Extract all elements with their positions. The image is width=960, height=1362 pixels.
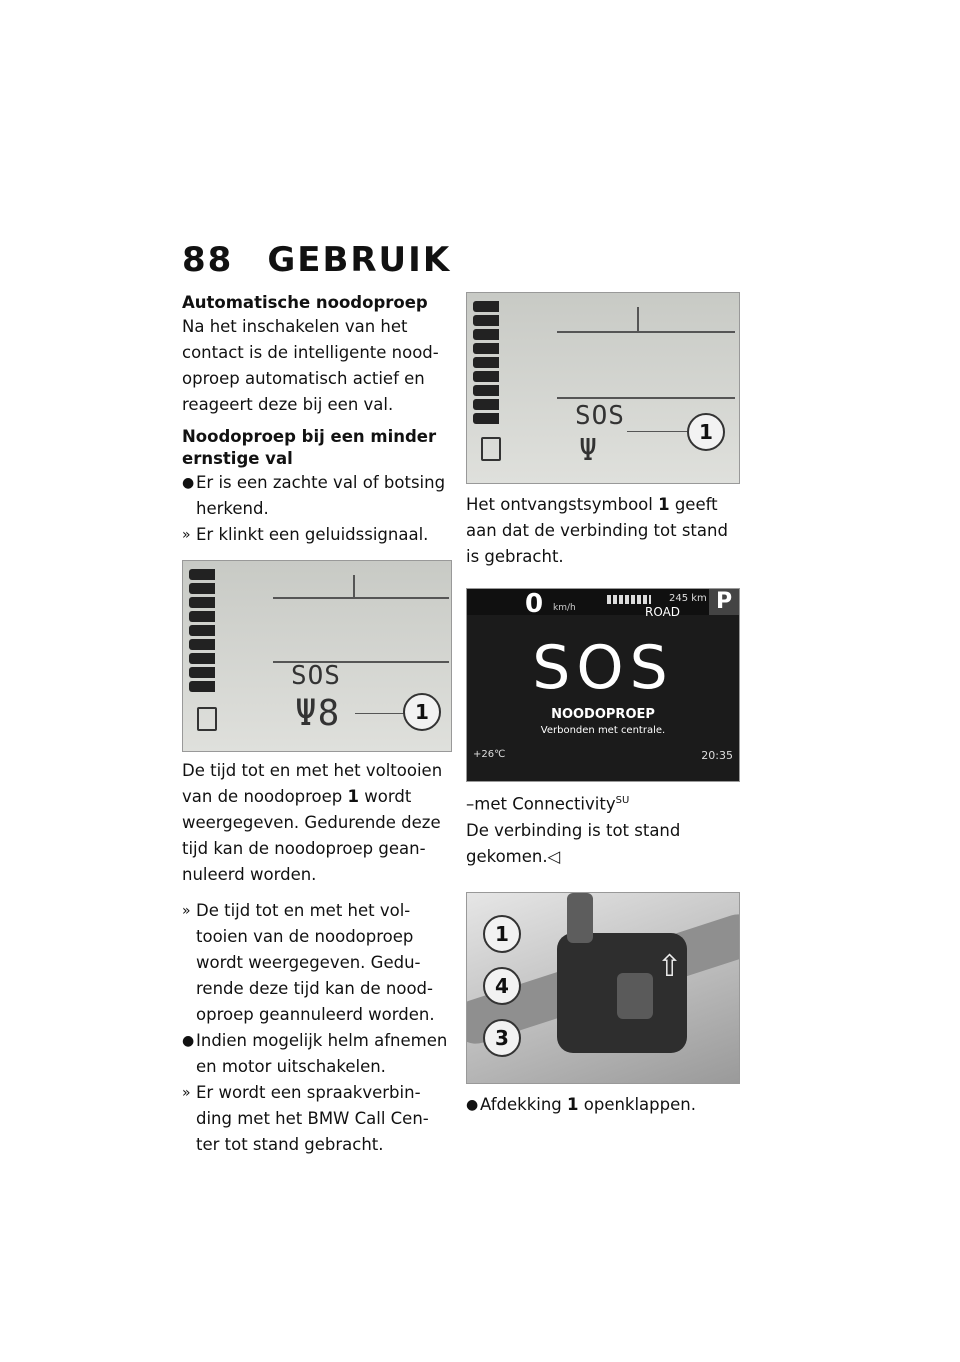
callout-3: 3 [483, 1019, 521, 1057]
bullet-item: ● Afdekking 1 openklappen. [466, 1092, 740, 1118]
right-column [466, 292, 740, 1118]
sos-button-cover [617, 973, 653, 1019]
clock: 20:35 [701, 749, 733, 762]
result-item [182, 898, 450, 1028]
tft-message: Verbonden met centrale. [540, 725, 666, 736]
bullet-icon: ● [182, 1033, 195, 1049]
tft-sos-text: SOS [532, 633, 674, 703]
fuel-bars [189, 569, 215, 695]
result-icon: » [182, 903, 191, 919]
tft-label: NOODOPROEP [551, 707, 655, 722]
speed-value: 0 [525, 589, 544, 619]
left-column [182, 292, 450, 1158]
page-number: 88 [182, 240, 234, 280]
paragraph: De verbinding is tot stand gekomen.◁ [466, 820, 681, 866]
result-text: Er klinkt een geluidssignaal. [196, 525, 429, 544]
lcd-sos-text: SOS [291, 661, 341, 691]
result-item [182, 1080, 450, 1158]
speed-unit: km/h [553, 603, 576, 613]
instrument-lcd-figure [182, 560, 452, 752]
section-title: Automatische noodoproep [182, 293, 428, 312]
bullet-text: Er is een zachte val of botsing herkend. [196, 473, 446, 518]
instrument-lcd-figure-2 [466, 292, 740, 484]
result-text: Er wordt een spraakverbin-ding met het BMW Call Cen-ter tot stand gebracht. [196, 1083, 429, 1154]
ride-mode: ROAD [645, 605, 681, 619]
lcd-line [273, 597, 449, 599]
bullet-text: Indien mogelijk helm afnemen en motor uitschakelen. [196, 1031, 448, 1076]
callout-1: 1 [403, 693, 441, 731]
bullet-icon: ● [182, 475, 195, 491]
signal-icon: Ψ8 [295, 693, 341, 734]
callout-1: 1 [687, 413, 725, 451]
lcd-line [557, 397, 735, 399]
lcd-line [557, 331, 735, 333]
temperature: +26℃ [473, 749, 506, 760]
result-text: De tijd tot en met het vol-tooien van de noodoproep wordt weergegeven. Gedu-rende deze tijd kan de nood-oproep geannuleerd worden. [196, 901, 435, 1024]
end-marker-icon: ◁ [547, 846, 561, 866]
bullet-item [182, 1028, 450, 1080]
bullet-item [182, 470, 450, 522]
result-icon: » [182, 1085, 191, 1101]
callout-1: 1 [483, 915, 521, 953]
result-item [182, 522, 450, 548]
lcd-sos-text: SOS [575, 401, 625, 431]
paragraph: Het ontvangstsymbool 1 geeft aan dat de verbinding tot stand is gebracht. [466, 495, 728, 566]
tft-display-figure [466, 588, 740, 782]
lcd-line [637, 307, 639, 333]
page-header [182, 240, 451, 280]
fuel-pump-icon [197, 707, 217, 731]
callout-line [355, 713, 405, 714]
section-title: Noodoproep bij een minder ernstige val [182, 427, 437, 468]
arrow-up-icon: ⇧ [657, 948, 683, 984]
fuel-pump-icon [481, 437, 501, 461]
chapter-title: GEBRUIK [267, 240, 452, 280]
bullet-icon: ● [466, 1096, 479, 1113]
result-icon: » [182, 527, 191, 543]
callout-4: 4 [483, 967, 521, 1005]
lcd-line [353, 575, 355, 599]
range-value: 245 km [669, 593, 707, 604]
mirror-mount [567, 893, 593, 943]
callout-line [627, 431, 687, 432]
gear-indicator: P [709, 589, 739, 615]
signal-icon: Ψ [579, 433, 599, 468]
connectivity-line: –met Connectivity$^{SU}$ [466, 794, 630, 814]
paragraph: Na het inschakelen van het contact is de intelligente nood-oproep automatisch actief en reageert deze bij een val. [182, 317, 439, 414]
fuel-gauge-icon [607, 595, 651, 604]
handlebar-switch-figure [466, 892, 740, 1084]
paragraph: De tijd tot en met het voltooien van de noodoproep 1 wordt weergegeven. Gedurende deze tijd kan de noodoproep gean-nuleerd worden. [182, 761, 443, 884]
fuel-bars [473, 301, 499, 427]
